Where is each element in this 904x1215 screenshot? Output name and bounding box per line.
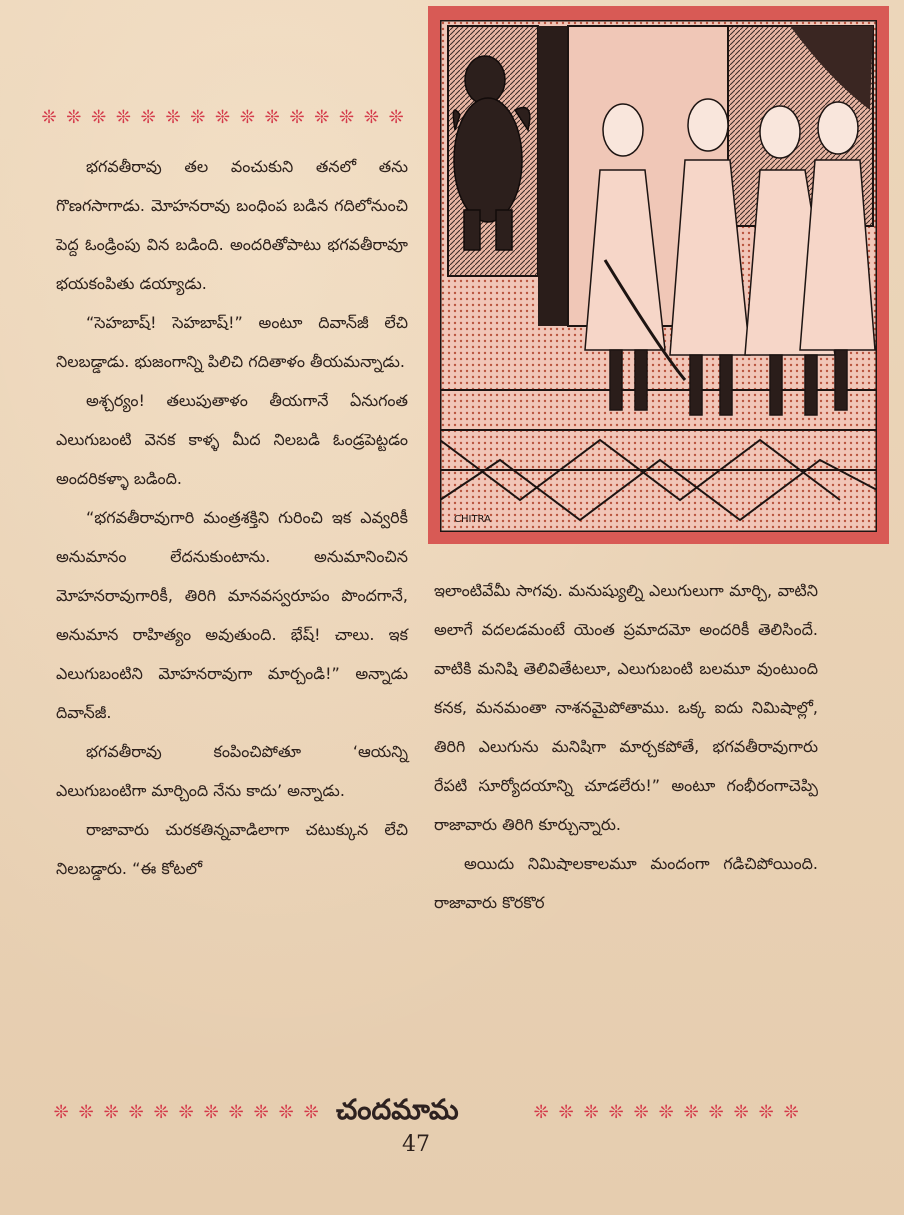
ornamental-border-bottom-left [48,1101,326,1123]
paragraph: “భగవతీరావుగారి మంత్రశక్తిని గురించి ఇక ఎవ్వరికీ అనుమానం లేదనుకుంటాను. అనుమానించిన మోహనరావుగారికీ, తిరిగి మానవస్వరూపం పొందగానే, అనుమాన రాహిత్యం అవుతుంది. భేష్! చాలు. ఇక ఎలుగుబంటిని మోహనరావుగా మార్చండి!” అన్నాడు దివాన్‌జీ. [56,508,408,722]
ornament-glyph: ❊ [264,106,279,128]
ornament-glyph: ❊ [658,1101,673,1123]
paragraph: భగవతీరావు కంపించిపోతూ ‘ఆయన్ని ఎలుగుబంటిగా మార్చింది నేను కాదు’ అన్నాడు. [56,742,408,800]
ornament-glyph: ❊ [708,1101,723,1123]
paragraph: రాజావారు చురకతిన్నవాడిలాగా చటుక్కున లేచి నిలబడ్డారు. “ఈ కోటలో [56,820,408,878]
ornament-glyph: ❊ [303,1101,318,1123]
ornament-glyph: ❊ [41,106,56,128]
bear-and-guards-image [440,20,877,532]
paragraph: భగవతీరావు తల వంచుకుని తనలో తను గొణగసాగాడు. మోహనరావు బంధింప బడిన గదిలోనుంచి పెద్ద ఓండ్రింపు విన బడింది. అందరితోపాటు భగవతీరావూ భయకంపితు డయ్యాడు. [56,157,408,293]
ornament-glyph: ❊ [203,1101,218,1123]
ornament-glyph: ❊ [533,1101,548,1123]
story-column-left [56,147,408,888]
ornament-glyph: ❊ [190,106,205,128]
ornament-glyph: ❊ [633,1101,648,1123]
ornament-glyph: ❊ [783,1101,798,1123]
ornament-glyph: ❊ [733,1101,748,1123]
ornament-glyph: ❊ [278,1101,293,1123]
ornament-glyph: ❊ [239,106,254,128]
paragraph: ఇలాంటివేమీ సాగవు. మనుష్యుల్ని ఎలుగులుగా మార్చి, వాటిని అలాగే వదలడమంటే యెంత ప్రమాదమో అందరికీ తెలిసిందే. వాటికి మనిషి తెలివితేటలూ, ఎలుగుబంటి బలమూ వుంటుంది కనక, మనమంతా నాశనమైపోతాము. ఒక్క ఐదు నిమిషాల్లో, తిరిగి ఎలుగును మనిషిగా మార్చకపోతే, భగవతీరావుగారు రేపటి సూర్యోదయాన్ని చూడలేరు!” అంటూ గంభీరంగాచెప్పి రాజావారు తిరిగి కూర్చున్నారు. [434,581,818,834]
ornament-glyph: ❊ [583,1101,598,1123]
story-column-right [434,571,818,922]
ornament-glyph: ❊ [165,106,180,128]
ornament-glyph: ❊ [608,1101,623,1123]
paragraph: అశ్చర్యం! తలుపుతాళం తీయగానే ఏనుగంత ఎలుగుబంటి వెనక కాళ్ళ మీద నిలబడి ఓండ్రపెట్టడం అందరికళ్ళా బడింది. [56,391,408,488]
ornament-glyph: ❊ [66,106,81,128]
ornament-glyph: ❊ [228,1101,243,1123]
ornament-glyph: ❊ [115,106,130,128]
ornament-glyph: ❊ [388,106,403,128]
illustrator-signature: CHITRA [454,514,491,525]
ornament-glyph: ❊ [683,1101,698,1123]
ornament-glyph: ❊ [128,1101,143,1123]
ornament-glyph: ❊ [78,1101,93,1123]
ornament-glyph: ❊ [214,106,230,128]
ornament-glyph: ❊ [90,106,106,128]
paragraph: అయిదు నిమిషాలకాలమూ మందంగా గడిచిపోయింది. రాజావారు కొరకొర [434,854,818,912]
story-illustration [428,6,889,544]
ornamental-border-bottom-right [528,1101,808,1123]
ornament-glyph: ❊ [253,1101,268,1123]
ornament-glyph: ❊ [314,106,329,128]
page-number: 47 [402,1132,430,1157]
ornament-glyph: ❊ [758,1101,773,1123]
ornament-glyph: ❊ [338,106,353,128]
ornament-glyph: ❊ [53,1101,68,1123]
ornament-glyph: ❊ [103,1101,118,1123]
ornament-glyph: ❊ [140,106,155,128]
magazine-title: చందమామ [336,1093,459,1126]
ornament-glyph: ❊ [178,1101,193,1123]
ornament-glyph: ❊ [289,106,304,128]
paragraph: “సెహబాష్! సెహబాష్!” అంటూ దివాన్‌జీ లేచి నిలబడ్డాడు. భుజంగాన్ని పిలిచి గదితాళం తీయమన్నాడు. [56,313,408,371]
ornament-glyph: ❊ [558,1101,573,1123]
ornamental-border-top [36,106,408,128]
ornament-glyph: ❊ [363,106,378,128]
ornament-glyph: ❊ [153,1101,168,1123]
